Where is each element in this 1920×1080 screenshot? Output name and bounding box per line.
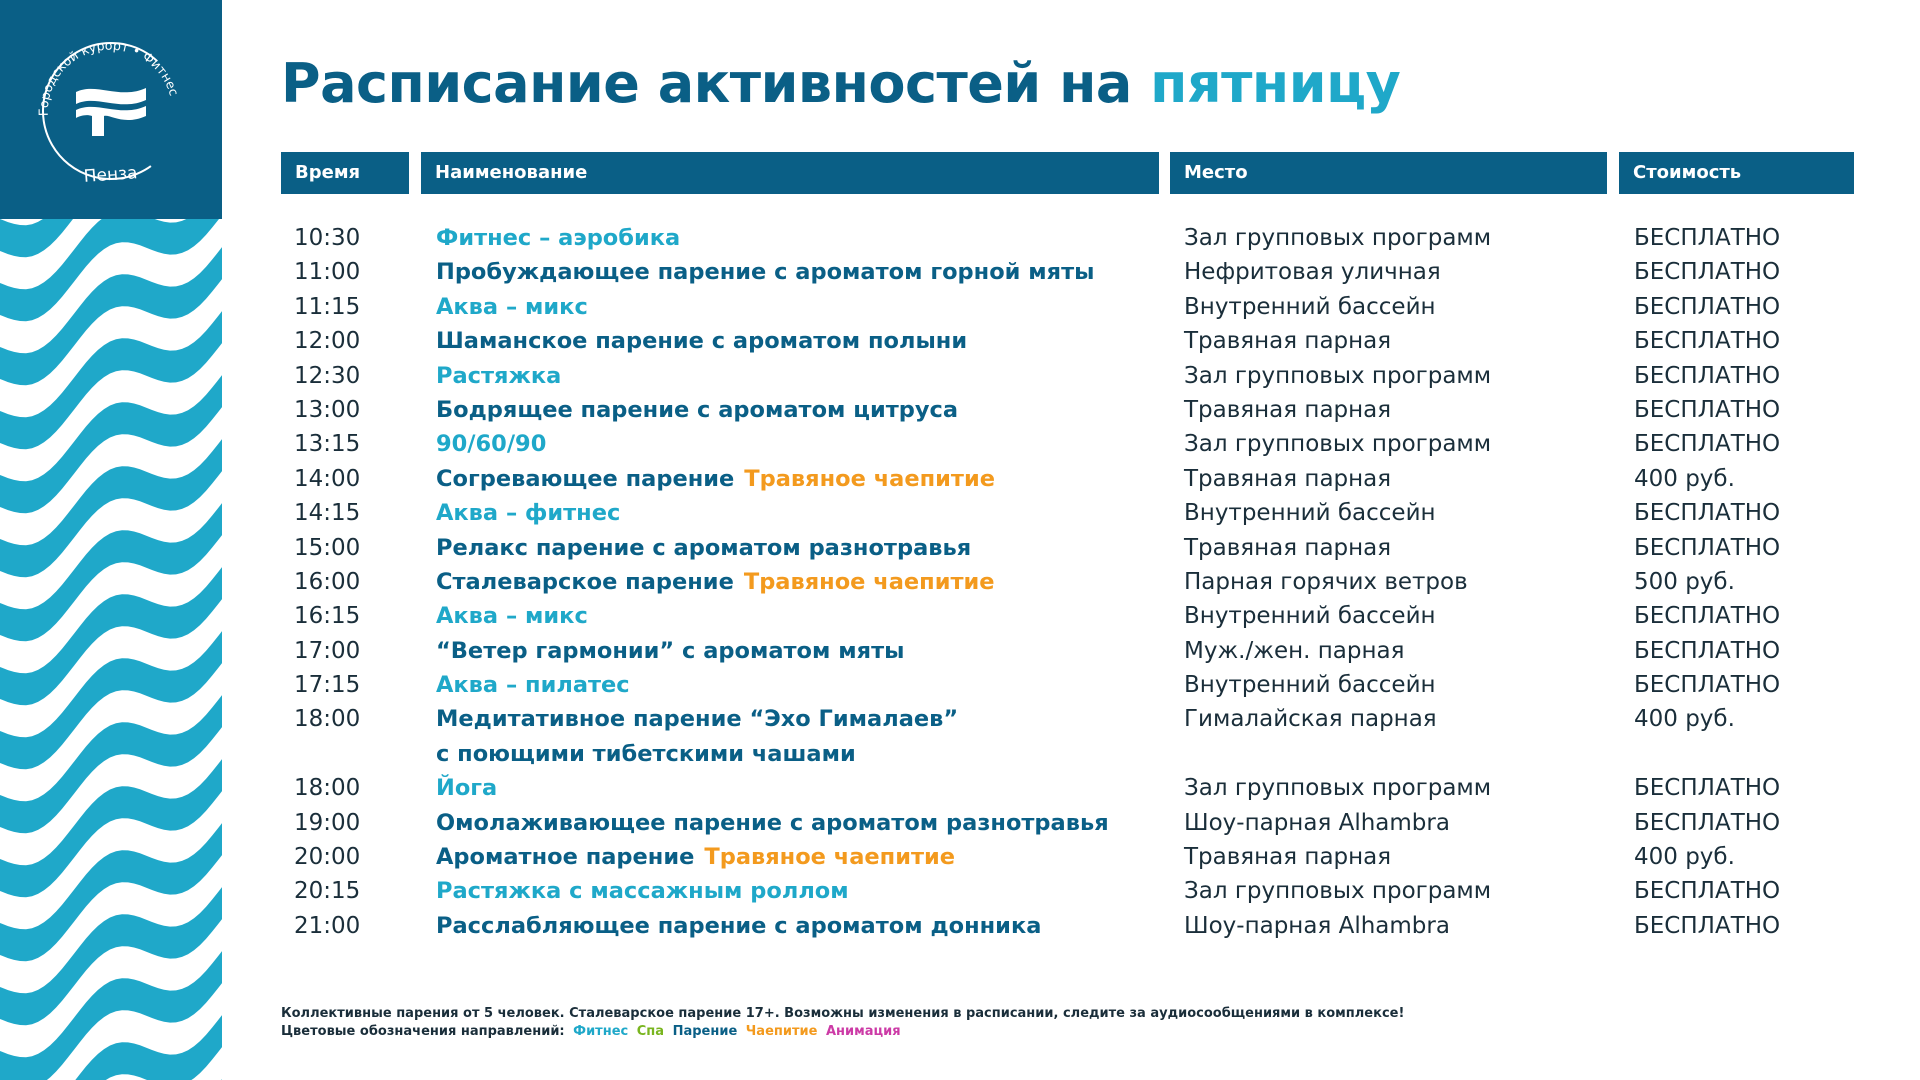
row-place: Травяная парная bbox=[1184, 465, 1392, 492]
color-legend bbox=[281, 1023, 1404, 1041]
table-row bbox=[0, 771, 1920, 805]
row-activity-name bbox=[436, 427, 546, 461]
title-accent: пятницу bbox=[1150, 52, 1401, 115]
row-activity-name bbox=[436, 874, 849, 908]
table-row bbox=[0, 599, 1920, 633]
row-cost: 400 руб. bbox=[1634, 465, 1735, 492]
logo-city: Пенза bbox=[83, 163, 139, 187]
table-row bbox=[0, 393, 1920, 427]
row-place: Травяная парная bbox=[1184, 844, 1392, 871]
row-time: 11:00 bbox=[294, 259, 361, 286]
column-header-cost: Стоимость bbox=[1619, 152, 1854, 194]
row-time: 14:00 bbox=[294, 465, 361, 492]
table-row bbox=[0, 840, 1920, 874]
row-place: Шоу-парная Alhambra bbox=[1184, 809, 1450, 836]
table-row bbox=[0, 255, 1920, 289]
logo-emblem-icon bbox=[0, 0, 222, 219]
activity-title: Аква – фитнес bbox=[436, 500, 621, 527]
activity-title: Аква – пилатес bbox=[436, 672, 630, 699]
row-cost: БЕСПЛАТНО bbox=[1634, 259, 1781, 286]
row-cost: БЕСПЛАТНО bbox=[1634, 328, 1781, 355]
row-activity-name bbox=[436, 806, 1109, 840]
activity-title: Растяжка bbox=[436, 362, 562, 389]
activity-title: Фитнес – аэробика bbox=[436, 225, 681, 251]
activity-title: Расслабляющее парение с ароматом донника bbox=[436, 912, 1042, 939]
row-time: 11:15 bbox=[294, 293, 361, 320]
row-cost: БЕСПЛАТНО bbox=[1634, 500, 1781, 527]
row-place: Зал групповых программ bbox=[1184, 431, 1492, 458]
row-activity-name bbox=[436, 462, 995, 496]
activity-title: Растяжка с массажным роллом bbox=[436, 878, 849, 905]
row-activity-name bbox=[436, 702, 958, 771]
brand-logo bbox=[0, 0, 222, 219]
activity-title: Аква – микс bbox=[436, 603, 588, 630]
row-activity-name bbox=[436, 771, 497, 805]
row-time: 13:00 bbox=[294, 396, 361, 423]
row-time: 21:00 bbox=[294, 912, 361, 939]
row-activity-name bbox=[436, 255, 1094, 289]
legend-label: Цветовые обозначения направлений: bbox=[281, 1024, 565, 1039]
legend-fitness: Фитнес bbox=[573, 1024, 629, 1039]
row-activity-name bbox=[436, 359, 561, 393]
row-activity-name bbox=[436, 393, 958, 427]
row-time: 19:00 bbox=[294, 809, 361, 836]
row-cost: БЕСПЛАТНО bbox=[1634, 809, 1781, 836]
row-cost: БЕСПЛАТНО bbox=[1634, 775, 1781, 802]
tea-ceremony-tag: Травяное чаепитие bbox=[743, 568, 995, 595]
row-place: Внутренний бассейн bbox=[1184, 672, 1436, 699]
row-time: 20:00 bbox=[294, 844, 361, 871]
row-place: Внутренний бассейн bbox=[1184, 500, 1436, 527]
row-cost: БЕСПЛАТНО bbox=[1634, 603, 1781, 630]
table-row bbox=[0, 290, 1920, 324]
row-time: 20:15 bbox=[294, 878, 361, 905]
row-place: Шоу-парная Alhambra bbox=[1184, 912, 1450, 939]
row-place: Муж./жен. парная bbox=[1184, 637, 1405, 664]
title-main: Расписание активностей на bbox=[281, 52, 1132, 115]
row-time: 17:15 bbox=[294, 672, 361, 699]
activity-title: Согревающее парение bbox=[436, 465, 735, 492]
activity-title: Сталеварское парение bbox=[436, 568, 734, 595]
legend-steam: Парение bbox=[672, 1024, 738, 1039]
activity-title: Аква – микс bbox=[436, 293, 588, 320]
tea-ceremony-tag: Травяное чаепитие bbox=[744, 465, 995, 492]
row-place: Зал групповых программ bbox=[1184, 225, 1492, 251]
row-place: Травяная парная bbox=[1184, 328, 1392, 355]
activity-title: Бодрящее парение с ароматом цитруса bbox=[436, 396, 959, 423]
row-activity-name bbox=[436, 599, 588, 633]
row-activity-name bbox=[436, 531, 971, 565]
table-row bbox=[0, 462, 1920, 496]
logo-top-text: Городской курорт • Фитнес bbox=[35, 37, 182, 117]
table-row bbox=[0, 874, 1920, 908]
activity-title: Релакс парение с ароматом разнотравья bbox=[436, 534, 972, 561]
row-place: Нефритовая уличная bbox=[1184, 259, 1441, 286]
row-cost: БЕСПЛАТНО bbox=[1634, 672, 1781, 699]
activity-title: Йога bbox=[436, 775, 498, 802]
table-row bbox=[0, 806, 1920, 840]
row-place: Внутренний бассейн bbox=[1184, 293, 1436, 320]
footer-notes bbox=[281, 1005, 1404, 1041]
table-row bbox=[0, 324, 1920, 358]
row-cost: БЕСПЛАТНО bbox=[1634, 396, 1781, 423]
activity-title: Омолаживающее парение с ароматом разнотравья bbox=[436, 809, 1109, 836]
row-activity-name bbox=[436, 668, 630, 702]
row-time: 12:30 bbox=[294, 362, 361, 389]
row-time: 12:00 bbox=[294, 328, 361, 355]
activity-title: “Ветер гармонии” с ароматом мяты bbox=[436, 637, 905, 664]
row-cost: БЕСПЛАТНО bbox=[1634, 912, 1781, 939]
row-time: 16:00 bbox=[294, 568, 361, 595]
table-row bbox=[0, 668, 1920, 702]
row-time: 15:00 bbox=[294, 534, 361, 561]
row-time: 18:00 bbox=[294, 775, 361, 802]
legend-animation: Анимация bbox=[825, 1024, 901, 1039]
row-activity-name bbox=[436, 909, 1041, 943]
row-cost: БЕСПЛАТНО bbox=[1634, 362, 1781, 389]
row-time: 14:15 bbox=[294, 500, 361, 527]
row-cost: 400 руб. bbox=[1634, 706, 1735, 733]
svg-text:Городской курорт • Фитнес bbox=[36, 38, 182, 117]
row-cost: 500 руб. bbox=[1634, 568, 1735, 595]
table-row bbox=[0, 359, 1920, 393]
row-activity-name bbox=[436, 634, 904, 668]
row-cost: БЕСПЛАТНО bbox=[1634, 225, 1781, 251]
row-time: 10:30 bbox=[294, 225, 361, 251]
activity-title: Медитативное парение “Эхо Гималаев” bbox=[436, 706, 959, 733]
footer-note: Коллективные парения от 5 человек. Сталеварское парение 17+. Возможны изменения в расписании, следите за аудиосообщениями в комплексе! bbox=[281, 1006, 1405, 1021]
column-header-time: Время bbox=[281, 152, 409, 194]
table-row bbox=[0, 565, 1920, 599]
row-cost: БЕСПЛАТНО bbox=[1634, 293, 1781, 320]
tea-ceremony-tag: Травяное чаепитие bbox=[704, 844, 956, 871]
row-place: Травяная парная bbox=[1184, 396, 1392, 423]
table-row bbox=[0, 531, 1920, 565]
row-activity-name bbox=[436, 221, 680, 255]
table-row bbox=[0, 634, 1920, 668]
page-title bbox=[281, 52, 1400, 115]
row-time: 18:00 bbox=[294, 706, 361, 733]
row-place: Зал групповых программ bbox=[1184, 878, 1492, 905]
column-header-place: Место bbox=[1170, 152, 1607, 194]
table-row bbox=[0, 702, 1920, 771]
activity-title: Ароматное парение bbox=[436, 844, 695, 871]
row-place: Гималайская парная bbox=[1184, 706, 1437, 733]
row-cost: БЕСПЛАТНО bbox=[1634, 534, 1781, 561]
row-place: Зал групповых программ bbox=[1184, 775, 1492, 802]
row-time: 16:15 bbox=[294, 603, 361, 630]
row-time: 13:15 bbox=[294, 431, 361, 458]
table-row bbox=[0, 496, 1920, 530]
activity-title: Пробуждающее парение с ароматом горной мяты bbox=[436, 259, 1095, 286]
row-cost: 400 руб. bbox=[1634, 844, 1735, 871]
table-row bbox=[0, 909, 1920, 943]
row-cost: БЕСПЛАТНО bbox=[1634, 637, 1781, 664]
legend-tea: Чаепитие bbox=[745, 1024, 818, 1039]
row-cost: БЕСПЛАТНО bbox=[1634, 431, 1781, 458]
row-place: Внутренний бассейн bbox=[1184, 603, 1436, 630]
table-row bbox=[0, 427, 1920, 461]
row-activity-name bbox=[436, 496, 620, 530]
row-activity-name bbox=[436, 840, 955, 874]
row-time: 17:00 bbox=[294, 637, 361, 664]
row-place: Парная горячих ветров bbox=[1184, 568, 1468, 595]
column-header-name: Наименование bbox=[421, 152, 1159, 194]
activity-title: 90/60/90 bbox=[436, 431, 547, 458]
row-cost: БЕСПЛАТНО bbox=[1634, 878, 1781, 905]
row-activity-name bbox=[436, 290, 588, 324]
legend-spa: Спа bbox=[636, 1024, 665, 1039]
row-place: Зал групповых программ bbox=[1184, 362, 1492, 389]
activity-title: Шаманское парение с ароматом полыни bbox=[436, 328, 968, 355]
row-activity-name bbox=[436, 565, 995, 599]
schedule-table bbox=[0, 221, 1920, 943]
activity-title-line2: с поющими тибетскими чашами bbox=[436, 740, 856, 767]
row-activity-name bbox=[436, 324, 967, 358]
row-place: Травяная парная bbox=[1184, 534, 1392, 561]
table-row bbox=[0, 221, 1920, 255]
